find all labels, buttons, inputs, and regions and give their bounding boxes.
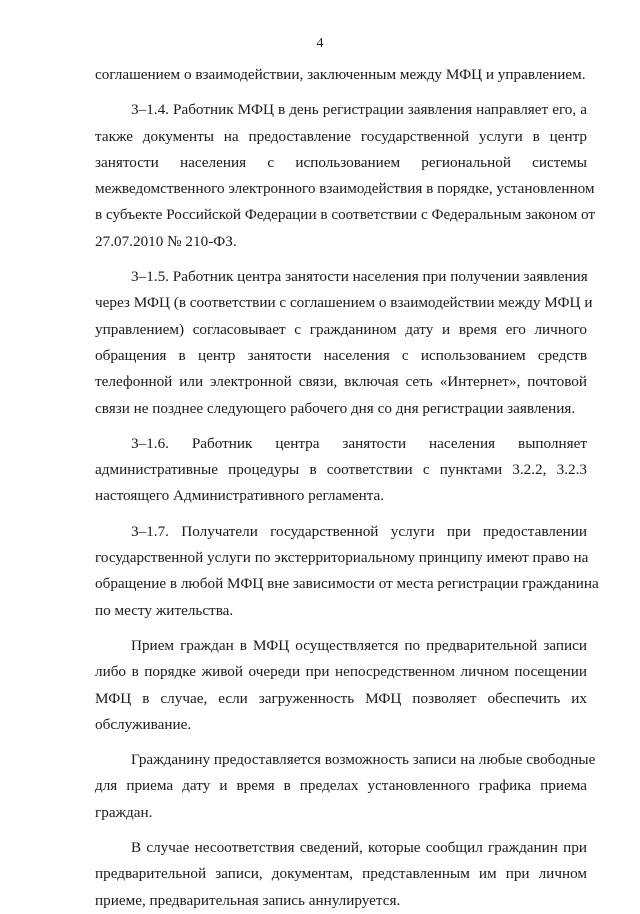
paragraph [95, 97, 596, 255]
paragraph-line: обращение в любой МФЦ вне зависимости от места регистрации гражданина [95, 575, 599, 593]
paragraph-line: предварительной записи, документам, представленным им при личном [95, 865, 587, 883]
paragraph-line: 3–1.6. Работник центра занятости населения выполняет [131, 434, 587, 452]
paragraph-line: межведомственного электронного взаимодействия в порядке, установленном [95, 180, 595, 198]
paragraph [95, 747, 596, 826]
paragraph-line: В случае несоответствия сведений, которые сообщил гражданин при [131, 839, 587, 857]
paragraph-line: МФЦ в случае, если загруженность МФЦ позволяет обеспечить их [95, 689, 587, 707]
paragraph-line: 3–1.4. Работник МФЦ в день регистрации заявления направляет его, а [131, 101, 587, 119]
paragraph-line: по месту жительства. [95, 601, 234, 619]
paragraph-line: обращения в центр занятости населения с использованием средств [95, 346, 587, 364]
paragraph [95, 519, 599, 624]
paragraph-line: управлением) согласовывает с гражданином дату и время его личного [95, 320, 587, 338]
paragraph-line: занятости населения с использованием региональной системы [95, 153, 587, 171]
paragraph-line: государственной услуги по экстерриториальному принципу имеют право на [95, 549, 589, 567]
document-body [95, 62, 599, 914]
paragraph-line: соглашением о взаимодействии, заключенным между МФЦ и управлением. [95, 66, 586, 83]
paragraph-line: 3–1.5. Работник центра занятости населения при получении заявления [131, 268, 588, 286]
paragraph-line: административные процедуры в соответствии с пунктами 3.2.2, 3.2.3 [95, 461, 587, 479]
page-number: 4 [316, 36, 324, 51]
paragraph [95, 264, 593, 422]
paragraph-line: 3–1.7. Получатели государственной услуги при предоставлении [131, 522, 587, 540]
paragraph [95, 633, 587, 738]
paragraph-line: телефонной или электронной связи, включая сеть «Интернет», почтовой [95, 373, 587, 391]
paragraph-line: обслуживание. [95, 715, 192, 733]
paragraph-line: Гражданину предоставляется возможность записи на любые свободные [131, 751, 596, 769]
paragraph-line: настоящего Административного регламента. [95, 487, 385, 505]
paragraph-line: через МФЦ (в соответствии с соглашением о взаимодействии между МФЦ и [95, 294, 593, 312]
paragraph-line: 27.07.2010 № 210-ФЗ. [95, 232, 237, 250]
paragraph [95, 431, 587, 510]
paragraph [95, 835, 587, 914]
paragraph-line: граждан. [95, 803, 153, 821]
paragraph-line: связи не позднее следующего рабочего дня со дня регистрации заявления. [95, 399, 576, 417]
paragraph-line: приеме, предварительная запись аннулируется. [95, 891, 401, 909]
paragraph-line: также документы на предоставление государственной услуги в центр [95, 127, 587, 145]
paragraph-line: в субъекте Российской Федерации в соответствии с Федеральным законом от [95, 206, 596, 224]
paragraph-line: для приема дату и время в пределах установленного графика приема [95, 777, 587, 795]
paragraph-line: либо в порядке живой очереди при непосредственном личном посещении [95, 663, 587, 681]
paragraph-line: Прием граждан в МФЦ осуществляется по предварительной записи [131, 636, 587, 654]
paragraph [95, 62, 587, 88]
